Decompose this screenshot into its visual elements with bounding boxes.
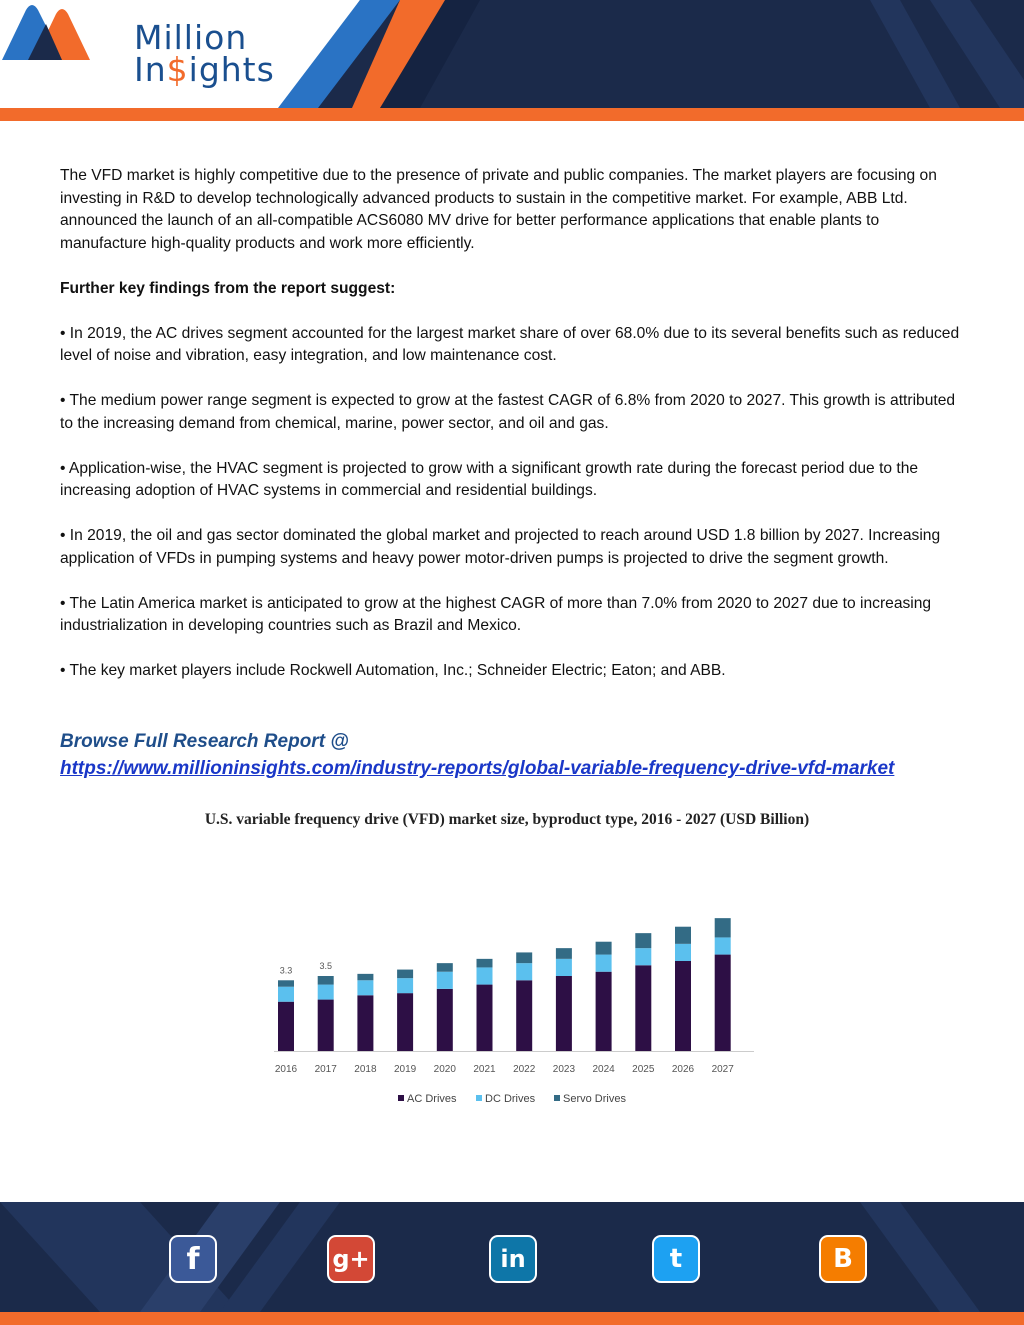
x-tick-label: 2025 (632, 1064, 655, 1075)
page-header (0, 0, 1024, 121)
report-link[interactable]: https://www.millioninsights.com/industry-reports/global-variable-frequency-drive-vfd-market (60, 758, 895, 779)
bar-servo-drives (397, 970, 413, 979)
bar-dc-drives (357, 980, 373, 995)
browse-report-section (60, 728, 1000, 782)
legend-swatch (476, 1095, 482, 1101)
bar-ac-drives (437, 989, 453, 1051)
bar-ac-drives (477, 985, 493, 1051)
bar-dc-drives (675, 944, 691, 961)
finding-item: • Application-wise, the HVAC segment is projected to grow with a significant growth rate during the forecast period due to the increasing adoption of HVAC systems in commercial and residential buildings. (60, 459, 919, 499)
bar-servo-drives (635, 933, 651, 948)
x-tick-label: 2024 (592, 1064, 615, 1075)
bar-ac-drives (715, 955, 731, 1051)
bar-ac-drives (556, 976, 572, 1051)
article-body (60, 165, 965, 705)
bar-ac-drives (397, 993, 413, 1051)
million-insights-logo-icon (0, 0, 92, 66)
brand-wordmark (134, 18, 275, 89)
x-tick-label: 2019 (393, 1064, 417, 1075)
finding-item: • The Latin America market is anticipated to grow at the highest CAGR of more than 7.0% from 2020 to 2027 due to increasing industrialization in developing countries such as Brazil and Mexico. (60, 594, 932, 634)
data-label: 3.3 (279, 965, 293, 976)
bar-servo-drives (357, 974, 373, 980)
legend-label: DC Drives (485, 1093, 536, 1105)
bar-ac-drives (596, 972, 612, 1051)
bar-dc-drives (715, 937, 731, 954)
bar-servo-drives (596, 942, 612, 955)
finding-item: • In 2019, the oil and gas sector dominated the global market and projected to reach around USD 1.8 billion by 2027. Increasing application of VFDs in pumping systems and heavy power motor-driven pumps is projected to drive the segment growth. (60, 527, 941, 567)
blogger-icon[interactable]: B (821, 1237, 865, 1281)
stacked-bar-chart (260, 880, 770, 1110)
bar-servo-drives (516, 952, 532, 963)
brand-line-2: In$ights (134, 50, 275, 89)
chart-title: U.S. variable frequency drive (VFD) market size, byproduct type, 2016 - 2027 (USD Billion) (204, 811, 810, 828)
x-tick-label: 2027 (711, 1064, 734, 1075)
bar-ac-drives (675, 961, 691, 1051)
google-plus-icon[interactable]: g+ (329, 1237, 373, 1281)
x-tick-label: 2020 (433, 1064, 456, 1075)
intro-paragraph: The VFD market is highly competitive due to the presence of private and public companies. The market players are focusing on investing in R&D to develop technologically advanced products to sustain in the competitive market. For example, ABB Ltd. announced the launch of an all-compatible ACS6080 MV drive for better performance applications that enable plants to manufacture high-quality products and work more efficiently. (60, 167, 937, 252)
findings-heading: Further key findings from the report suggest: (60, 279, 396, 297)
bar-servo-drives (477, 959, 493, 968)
bar-servo-drives (437, 963, 453, 972)
brand-line-1: Million (134, 18, 248, 57)
x-tick-label: 2022 (513, 1064, 536, 1075)
bar-ac-drives (318, 1000, 334, 1051)
browse-label: Browse Full Research Report @ (60, 731, 349, 752)
legend-swatch (554, 1095, 560, 1101)
bar-dc-drives (318, 985, 334, 1000)
x-tick-label: 2016 (274, 1064, 298, 1075)
facebook-icon[interactable]: f (171, 1237, 215, 1281)
bar-ac-drives (357, 995, 373, 1051)
bar-dc-drives (397, 978, 413, 993)
linkedin-icon[interactable]: in (491, 1237, 535, 1281)
bar-servo-drives (715, 918, 731, 937)
bar-dc-drives (596, 955, 612, 972)
twitter-icon[interactable]: t (654, 1237, 698, 1281)
finding-item: • The key market players include Rockwell Automation, Inc.; Schneider Electric; Eaton; and ABB. (60, 662, 726, 679)
bar-dc-drives (437, 972, 453, 989)
bar-servo-drives (278, 980, 294, 986)
bar-dc-drives (477, 967, 493, 984)
bar-servo-drives (556, 948, 572, 959)
bar-ac-drives (278, 1002, 294, 1051)
x-tick-label: 2021 (473, 1064, 496, 1075)
bar-servo-drives (675, 927, 691, 944)
bar-dc-drives (556, 959, 572, 976)
x-tick-label: 2018 (354, 1064, 377, 1075)
finding-item: • The medium power range segment is expected to grow at the fastest CAGR of 6.8% from 2020 to 2027. This growth is attributed to the increasing demand from chemical, marine, power sector, and oil and gas. (60, 392, 956, 432)
bar-servo-drives (318, 976, 334, 985)
finding-item: • In 2019, the AC drives segment accounted for the largest market share of over 68.0% due to its several benefits such as reduced level of noise and vibration, easy integration, and low maintenance cost. (60, 324, 960, 364)
legend-label: Servo Drives (563, 1093, 626, 1105)
data-label: 3.5 (319, 961, 332, 971)
x-tick-label: 2026 (671, 1064, 695, 1075)
bar-ac-drives (635, 965, 651, 1051)
legend-swatch (398, 1095, 404, 1101)
legend-label: AC Drives (407, 1093, 457, 1105)
x-tick-label: 2017 (314, 1064, 337, 1075)
bar-dc-drives (635, 948, 651, 965)
bar-ac-drives (516, 980, 532, 1051)
bar-dc-drives (278, 987, 294, 1002)
bar-dc-drives (516, 963, 532, 980)
x-tick-label: 2023 (552, 1064, 576, 1075)
